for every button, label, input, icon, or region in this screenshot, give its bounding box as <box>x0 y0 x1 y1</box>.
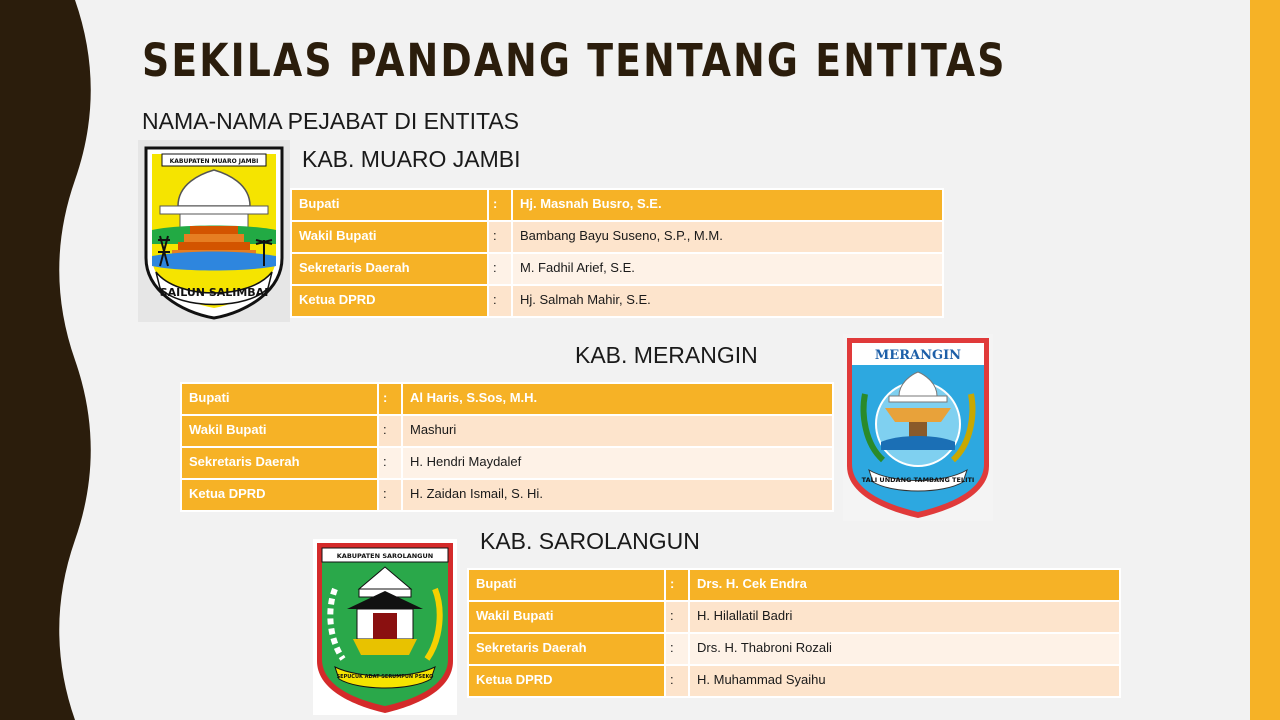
role-cell: Ketua DPRD <box>468 665 665 697</box>
merangin-motto: TALI UNDANG TAMBANG TELITI <box>861 476 975 484</box>
region-title-merangin: KAB. MERANGIN <box>575 342 758 368</box>
name-cell: H. Hilallatil Badri <box>689 601 1120 633</box>
role-cell: Bupati <box>468 569 665 601</box>
table-row <box>468 601 1120 633</box>
name-cell: Hj. Salmah Mahir, S.E. <box>512 285 943 317</box>
sarolangun-emblem <box>313 539 457 715</box>
muaro-jambi-motto: SAILUN SALIMBAI <box>159 286 269 299</box>
separator-cell: : <box>488 221 512 253</box>
table-row <box>468 633 1120 665</box>
table-row <box>291 285 943 317</box>
table-row <box>291 189 943 221</box>
name-cell: Al Haris, S.Sos, M.H. <box>402 383 833 415</box>
role-cell: Wakil Bupati <box>181 415 378 447</box>
name-cell: Bambang Bayu Suseno, S.P., M.M. <box>512 221 943 253</box>
merangin-banner-text: MERANGIN <box>874 348 962 363</box>
officials-table-merangin <box>180 382 834 512</box>
separator-cell: : <box>665 665 689 697</box>
role-cell: Sekretaris Daerah <box>468 633 665 665</box>
table-row <box>468 569 1120 601</box>
role-cell: Ketua DPRD <box>181 479 378 511</box>
table-row <box>468 665 1120 697</box>
name-cell: Hj. Masnah Busro, S.E. <box>512 189 943 221</box>
role-cell: Sekretaris Daerah <box>291 253 488 285</box>
name-cell: M. Fadhil Arief, S.E. <box>512 253 943 285</box>
separator-cell: : <box>665 569 689 601</box>
muaro-jambi-banner-text: KABUPATEN MUARO JAMBI <box>169 158 259 165</box>
name-cell: H. Muhammad Syaihu <box>689 665 1120 697</box>
table-row <box>181 447 833 479</box>
role-cell: Ketua DPRD <box>291 285 488 317</box>
right-accent-band <box>1250 0 1280 720</box>
name-cell: Mashuri <box>402 415 833 447</box>
separator-cell: : <box>488 189 512 221</box>
table-row <box>291 253 943 285</box>
name-cell: H. Hendri Maydalef <box>402 447 833 479</box>
table-row <box>291 221 943 253</box>
muaro-jambi-emblem <box>138 140 290 322</box>
merangin-emblem <box>843 334 993 521</box>
separator-cell: : <box>488 253 512 285</box>
page-title: SEKILAS PANDANG TENTANG ENTITAS <box>142 34 1007 87</box>
name-cell: Drs. H. Thabroni Rozali <box>689 633 1120 665</box>
sarolangun-banner-text: KABUPATEN SAROLANGUN <box>336 552 434 560</box>
role-cell: Wakil Bupati <box>291 221 488 253</box>
region-title-sarolangun: KAB. SAROLANGUN <box>480 528 700 554</box>
separator-cell: : <box>665 633 689 665</box>
table-row <box>181 415 833 447</box>
table-row <box>181 383 833 415</box>
officials-table-sarolangun <box>467 568 1121 698</box>
officials-table-muaro-jambi <box>290 188 944 318</box>
sarolangun-motto: SEPUCUK ADAT SERUMPUN PSEKO <box>336 674 434 680</box>
separator-cell: : <box>378 415 402 447</box>
separator-cell: : <box>378 447 402 479</box>
left-wave-band <box>0 0 100 720</box>
role-cell: Sekretaris Daerah <box>181 447 378 479</box>
role-cell: Bupati <box>291 189 488 221</box>
region-title-muaro-jambi: KAB. MUARO JAMBI <box>302 146 521 172</box>
table-row <box>181 479 833 511</box>
separator-cell: : <box>488 285 512 317</box>
separator-cell: : <box>665 601 689 633</box>
role-cell: Bupati <box>181 383 378 415</box>
role-cell: Wakil Bupati <box>468 601 665 633</box>
separator-cell: : <box>378 479 402 511</box>
separator-cell: : <box>378 383 402 415</box>
name-cell: Drs. H. Cek Endra <box>689 569 1120 601</box>
page-subtitle: NAMA-NAMA PEJABAT DI ENTITAS <box>142 108 520 134</box>
name-cell: H. Zaidan Ismail, S. Hi. <box>402 479 833 511</box>
